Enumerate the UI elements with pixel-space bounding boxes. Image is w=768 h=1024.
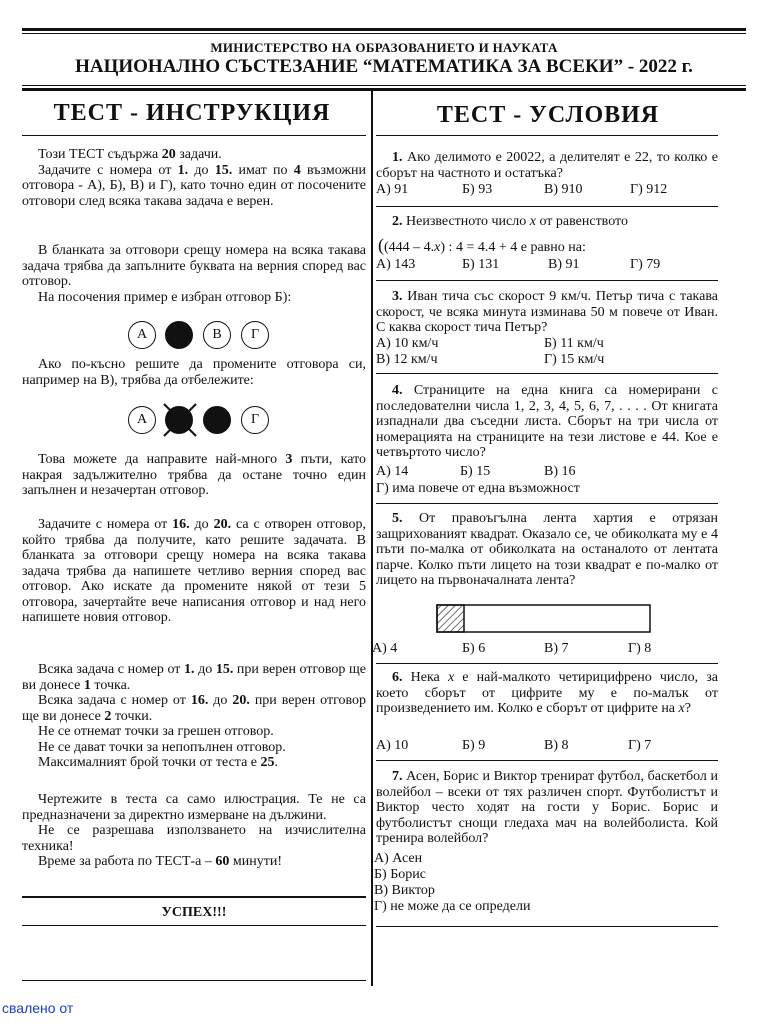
q3-option-b: Б) 11 км/ч [544,336,604,351]
example-bubble-b-filled [165,321,193,349]
q6-rule [376,760,718,761]
left-success-rule-top [22,896,366,898]
success-text: УСПЕХ!!! [161,905,227,920]
top-rule-thin [22,33,746,34]
q2-rule [376,280,718,281]
question-1-options [376,182,718,197]
change-bubble-a: А [128,406,156,434]
q4-option-b: Б) 15 [460,464,491,479]
example-bubble-a: А [128,321,156,349]
q6-option-b: Б) 9 [462,738,486,753]
q6-option-a: А) 10 [376,738,409,753]
question-3: 3. Иван тича със скорост 9 км/ч. Петър тича с такава скорост, че всяка минута изминава 50 м повече от Иван. С каква скорост тича Петър? [376,289,718,335]
example-bubble-g: Г [241,321,269,349]
question-5: 5. От правоъгълна лента хартия е отрязан защрихованият квадрат. Оказало се, че обиколката му е 4 пъти по-малка от обиколката на останалото от лентата парче. Колко пъти лицето на този квадрат е по-малко от лицето на първоначалната лента? [376,511,718,588]
change-bubble-g: Г [241,406,269,434]
q3-rule [376,373,718,374]
competition-title: НАЦИОНАЛНО СЪСТЕЗАНИЕ “МАТЕМАТИКА ЗА ВСЕКИ” - 2022 г. [75,56,693,77]
q7-option-v: В) Виктор [374,883,435,898]
q2-option-b: Б) 131 [462,257,500,272]
q2-option-a: А) 143 [376,257,416,272]
cross-out-icon [160,400,200,440]
q5-option-g: Г) 8 [628,641,652,656]
question-6: 6. Нека x е най-малкото четирицифрено число, за което сборът от цифрите му е по-малък от произведението им. Колко е сборът от цифрите на x? [376,670,718,716]
q4-option-v: В) 16 [544,464,576,479]
q1-option-b: Б) 93 [462,182,493,197]
example-bubble-v: В [203,321,231,349]
instructions-block-7: Чертежите в теста са само илюстрация. Те не са предназначени за директно измерване на дължини. Не се разрешава използването на изчислителна техника! Време за работа по ТЕСТ-а – 60 минути! [22,792,366,869]
left-bottom-rule [22,980,366,981]
strip-rectangle [437,605,650,632]
header-rule-thin [22,85,746,86]
instructions-block-3: Ако по-късно решите да промените отговора си, например на В), трябва да отбележите: [22,357,366,388]
right-title-rule [376,135,718,136]
left-success-rule-bottom [22,925,366,926]
q5-option-a: А) 4 [372,641,398,656]
q2-option-g: Г) 79 [630,257,661,272]
q7-option-g: Г) не може да се определи [374,899,531,914]
question-5-options [372,641,718,656]
instructions-block-6: Всяка задача с номер от 1. до 15. при верен отговор ще ви донесе 1 точка. Всяка задача с номер от 16. до 20. при верен отговор ще ви донесе 2 точки. Не се отнемат точки за грешен отговор. Не се дават точки за непопълнен отговор. Максималният брой точки от теста е 25. [22,662,367,770]
q4-option-g: Г) има повече от една възможност [376,481,580,496]
question-7: 7. Асен, Борис и Виктор тренират футбол, баскетбол и волейбол – всеки от тях различен спорт. Футболистът и Виктор често ходят на гости у Борис. Борис и футболистът снощи гледаха мач на волейболиста. Кой тренира волейбол? [376,769,718,846]
header-rule-thick [22,88,746,91]
q6-option-v: В) 8 [544,738,569,753]
q7-option-b: Б) Борис [374,867,426,882]
question-1: 1. Ако делимото е 20022, а делителят е 22, то колко е сборът на частното и остатъка? [376,150,718,181]
question-2: 2. Неизвестното число x от равенството [392,214,628,229]
ministry-title: МИНИСТЕРСТВО НА ОБРАЗОВАНИЕТО И НАУКАТА [210,40,558,55]
q1-option-g: Г) 912 [630,182,668,197]
q3-option-a: А) 10 км/ч [376,336,439,351]
change-bubble-v-filled [203,406,231,434]
question-6-options [376,738,718,753]
top-rule-thick [22,28,746,31]
q5-option-b: Б) 6 [462,641,486,656]
q1-rule [376,206,718,207]
column-divider [371,91,373,986]
instructions-block-4: Това можете да направите най-много 3 пъти, като накрая задължително трябва да остане точно един запълнен и незачертан отговор. [22,452,367,498]
q5-rule [376,663,718,664]
q1-option-v: В) 910 [544,182,583,197]
question-4-options [376,464,718,495]
q5-option-v: В) 7 [544,641,569,656]
q1-option-a: А) 91 [376,182,409,197]
strip-diagram [436,603,652,635]
question-3-options [376,336,718,367]
q4-rule [376,503,718,504]
q3-option-v: В) 12 км/ч [376,352,438,367]
q4-option-a: А) 14 [376,464,409,479]
conditions-title: ТЕСТ - УСЛОВИЯ [436,102,660,128]
question-7-options [374,851,718,915]
source-footer: свалено от [2,1000,74,1016]
instructions-block-1: Този ТЕСТ съдържа 20 задачи. Задачите с номера от 1. до 15. имат по 4 възможни отговора - А), Б), В) и Г), като точно един от посочените отговори след всяка такава задача е верен. [22,147,367,209]
q7-option-a: А) Асен [374,851,423,866]
question-2-options [376,257,718,272]
hatched-square [437,605,464,632]
q3-option-g: Г) 15 км/ч [544,352,605,367]
instructions-block-5: Задачите с номера от 16. до 20. са с отворен отговор, който трябва да получите, като решите задачата. В бланката за отговори срещу номера на всяка такава задача трябва да напишете четливо верния според вас отговор. Ако искате да промените някой от тези 5 отговора, зачертайте вече написания отговор и над него напишете новия отговор. [22,517,367,625]
left-title-rule [22,135,366,136]
question-2-equation: ((444 – 4.x) : 4 = 4.4 + 4 е равно на: [378,235,586,255]
question-4: 4. Страниците на една книга са номерирани с последователни числа 1, 2, 3, 4, 5, 6, 7, . . . . От книгата изпаднали два съседни листа. Сборът на три числа от номерацията на страниците на тези листове е 44. Кое е четвъртото число? [376,383,718,460]
instructions-block-2: В бланката за отговори срещу номера на всяка такава задача трябва да запълните буквата на верния според вас отговор. На посочения пример е избран отговор Б): [22,243,366,305]
q7-rule [376,926,718,927]
q2-option-v: В) 91 [548,257,580,272]
q6-option-g: Г) 7 [628,738,652,753]
instructions-title: ТЕСТ - ИНСТРУКЦИЯ [53,100,331,126]
